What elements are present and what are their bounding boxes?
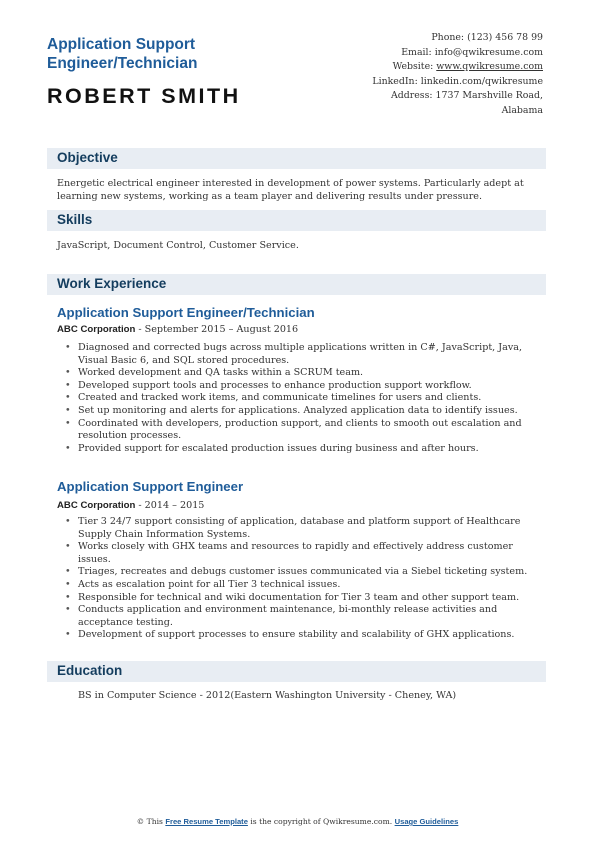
job-2-bullets: [78, 516, 540, 642]
phone-label: Phone:: [431, 32, 465, 43]
address-line1: 1737 Marshville Road,: [435, 90, 543, 102]
list-item: • Development of support processes to ensure stability and scalability of GHX applications.: [78, 629, 540, 642]
list-item: • Coordinated with developers, production support, and clients to smooth out escalation and resolution processes.: [78, 418, 540, 443]
job-2-company: ABC Corporation: [57, 500, 136, 511]
phone-value: (123) 456 78 99: [467, 32, 543, 43]
usage-guidelines-link[interactable]: Usage Guidelines: [394, 817, 459, 826]
job-2-meta: [57, 500, 204, 511]
job-1-title: Application Support Engineer/Technician: [57, 305, 315, 320]
contact-address: [323, 89, 543, 104]
list-item: • Conducts application and environment maintenance, bi-monthly release activities and acceptance testing.: [78, 604, 540, 629]
skills-heading: Skills: [57, 212, 93, 227]
website-link[interactable]: www.qwikresume.com: [436, 61, 543, 73]
list-item: • Tier 3 24/7 support consisting of application, database and platform support of Healthcare Supply Chain Information Systems.: [78, 516, 540, 541]
contact-phone: [323, 31, 543, 46]
contact-address-line2: Alabama: [501, 104, 543, 116]
list-item: • Diagnosed and corrected bugs across multiple applications written in C#, JavaScript, Java, Visual Basic 6, and SQL stored procedures.: [78, 342, 540, 367]
list-item: • Developed support tools and processes to enhance production support workflow.: [78, 380, 540, 393]
resume-job-title: Application Support Engineer/Technician: [47, 36, 198, 72]
contact-block: [323, 31, 543, 119]
contact-linkedin: [323, 75, 543, 90]
candidate-name: ROBERT SMITH: [47, 84, 241, 108]
job-1-dates: - September 2015 – August 2016: [135, 324, 299, 335]
list-item: • Provided support for escalated production issues during business and after hours.: [78, 443, 540, 456]
list-item: • Set up monitoring and alerts for applications. Analyzed application data to identify issues.: [78, 405, 540, 418]
list-item: • Works closely with GHX teams and resources to rapidly and effectively address customer issues.: [78, 541, 540, 566]
linkedin-value: linkedin.com/qwikresume: [420, 75, 543, 87]
education-text: BS in Computer Science - 2012(Eastern Washington University - Cheney, WA): [78, 690, 457, 701]
job-1-meta: [57, 324, 298, 335]
experience-heading: Work Experience: [57, 276, 167, 291]
free-resume-template-link[interactable]: Free Resume Template: [165, 817, 248, 826]
job-2-title: Application Support Engineer: [57, 479, 244, 494]
contact-website: [323, 60, 543, 75]
list-item: • Responsible for technical and wiki documentation for Tier 3 team and other support team.: [78, 592, 540, 605]
email-value[interactable]: info@qwikresume.com: [434, 46, 543, 58]
objective-text: Energetic electrical engineer interested in development of power systems. Particularly adept at learning new systems, working as a team player and delivering results under pressure.: [57, 178, 524, 202]
job-2-dates: - 2014 – 2015: [135, 500, 205, 511]
education-section-header: [47, 661, 546, 682]
objective-section-header: [47, 148, 546, 169]
experience-section-header: [47, 274, 546, 295]
linkedin-label: LinkedIn:: [372, 75, 418, 87]
email-label: Email:: [401, 46, 432, 58]
skills-section-header: [47, 210, 546, 231]
address-label: Address:: [390, 90, 433, 102]
job-1-company: ABC Corporation: [57, 324, 136, 335]
copyright-footer: [0, 817, 595, 826]
footer-middle: is the copyright of Qwikresume.com.: [247, 817, 395, 826]
skills-text: JavaScript, Document Control, Customer Service.: [57, 240, 299, 251]
footer-prefix: © This: [136, 817, 166, 826]
list-item: • Acts as escalation point for all Tier 3 technical issues.: [78, 579, 540, 592]
list-item: • Triages, recreates and debugs customer issues communicated via a Siebel ticketing system.: [78, 566, 540, 579]
education-heading: Education: [57, 663, 123, 678]
website-label: Website:: [392, 61, 434, 73]
list-item: • Worked development and QA tasks within a SCRUM team.: [78, 367, 540, 380]
contact-email: [323, 46, 543, 61]
list-item: • Created and tracked work items, and communicate timelines for users and clients.: [78, 392, 540, 405]
objective-heading: Objective: [57, 150, 118, 165]
job-1-bullets: [78, 342, 540, 455]
